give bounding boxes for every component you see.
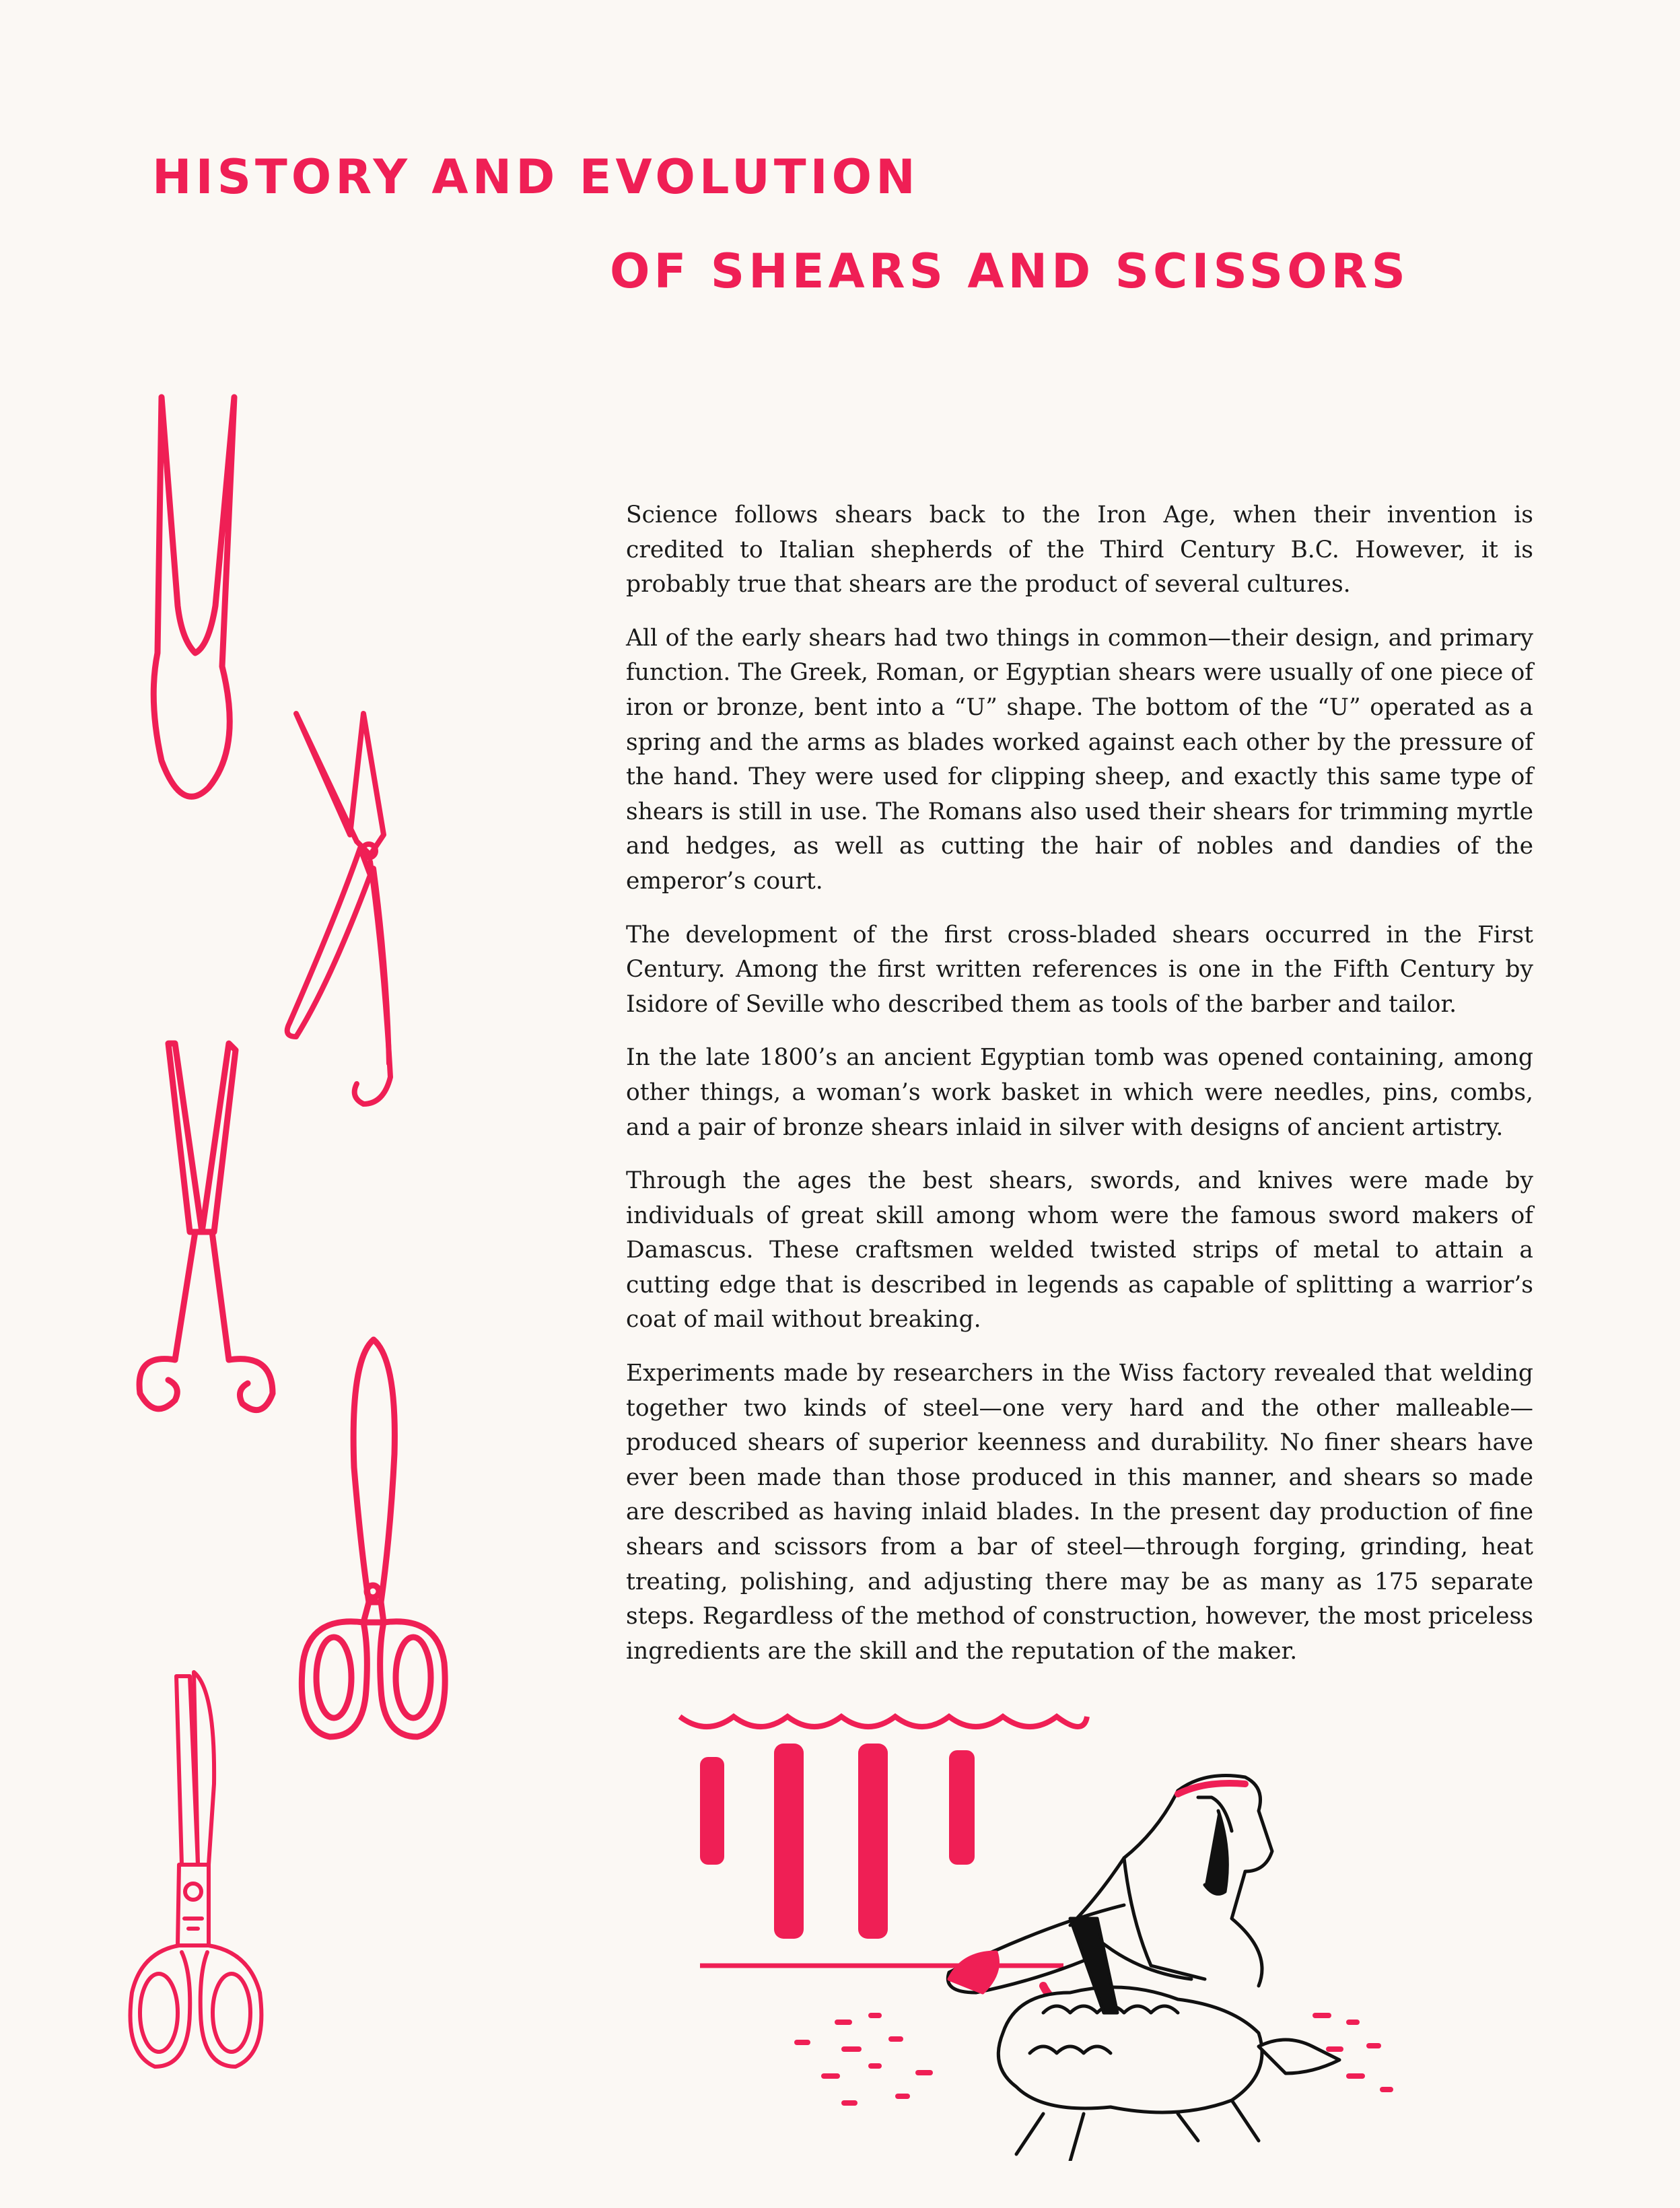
paragraph-damascus: Through the ages the best shears, swords, and knives were made by individuals of great skill among whom were the famous sword makers of Damascus. These craftsmen welded twisted strips of metal to attain a cutting edge that is described in legends as capable of splitting a warrior’s coat of mail without breaking. — [626, 1167, 1533, 1334]
article-body — [626, 498, 1533, 1688]
page-title-line-2: OF SHEARS AND SCISSORS — [610, 244, 1409, 299]
spring-shears-illustration — [135, 384, 269, 828]
paragraph-early-shears: All of the early shears had two things in common—their design, and primary function. The Greek, Roman, or Egyptian shears were usually of one piece of iron or bronze, bent into a “U” shape. The bottom of the “U” operated as a spring and the arms as blades worked against each other by the pressure of the hand. They were used for clipping sheep, and exactly this same type of shears is still in use. The Romans also used their shears for trimming myrtle and hedges, as well as cutting the hair of nobles and dandies of the emperor’s court. — [626, 624, 1533, 895]
ring-handle-scissors-illustration — [128, 1030, 289, 1434]
shepherd-shearing-sheep-illustration — [666, 1696, 1427, 2161]
curved-shears-illustration — [269, 700, 404, 1117]
modern-shears-illustration — [296, 1333, 451, 1750]
paragraph-cross-bladed: The development of the first cross-bladed shears occurred in the First Century. Among the first written references is one in the Fifth Century by Isidore of Seville who described them as tools of the barber and tailor. — [626, 921, 1533, 1018]
awning — [680, 1717, 1087, 1966]
paragraph-iron-age: Science follows shears back to the Iron Age, when their invention is credited to Italian shepherds of the Third Century B.C. However, it is probably true that shears are the product of several cultures. — [626, 502, 1533, 598]
page-title-line-1: HISTORY AND EVOLUTION — [152, 149, 919, 205]
tailor-scissors-illustration — [114, 1663, 289, 2094]
paragraph-wiss-factory: Experiments made by researchers in the Wiss factory revealed that welding together two kinds of steel—one very hard and the other malleable—produced shears of superior keenness and durability. No finer shears have ever been made than those produced in this manner, and shears so made are described as having inlaid blades. In the present day production of fine shears and scissors from a bar of steel—through forging, grinding, heat treating, polishing, and adjusting there may be as many as 175 separate steps. Regardless of the method of construction, however, the most priceless ingredients are the skill and the reputation of the maker. — [626, 1360, 1533, 1665]
sheep — [998, 1919, 1339, 2161]
paragraph-egyptian-tomb: In the late 1800’s an ancient Egyptian tomb was opened containing, among other things, a woman’s work basket in which were needles, pins, combs, and a pair of bronze shears inlaid in silver with designs of ancient artistry. — [626, 1044, 1533, 1141]
